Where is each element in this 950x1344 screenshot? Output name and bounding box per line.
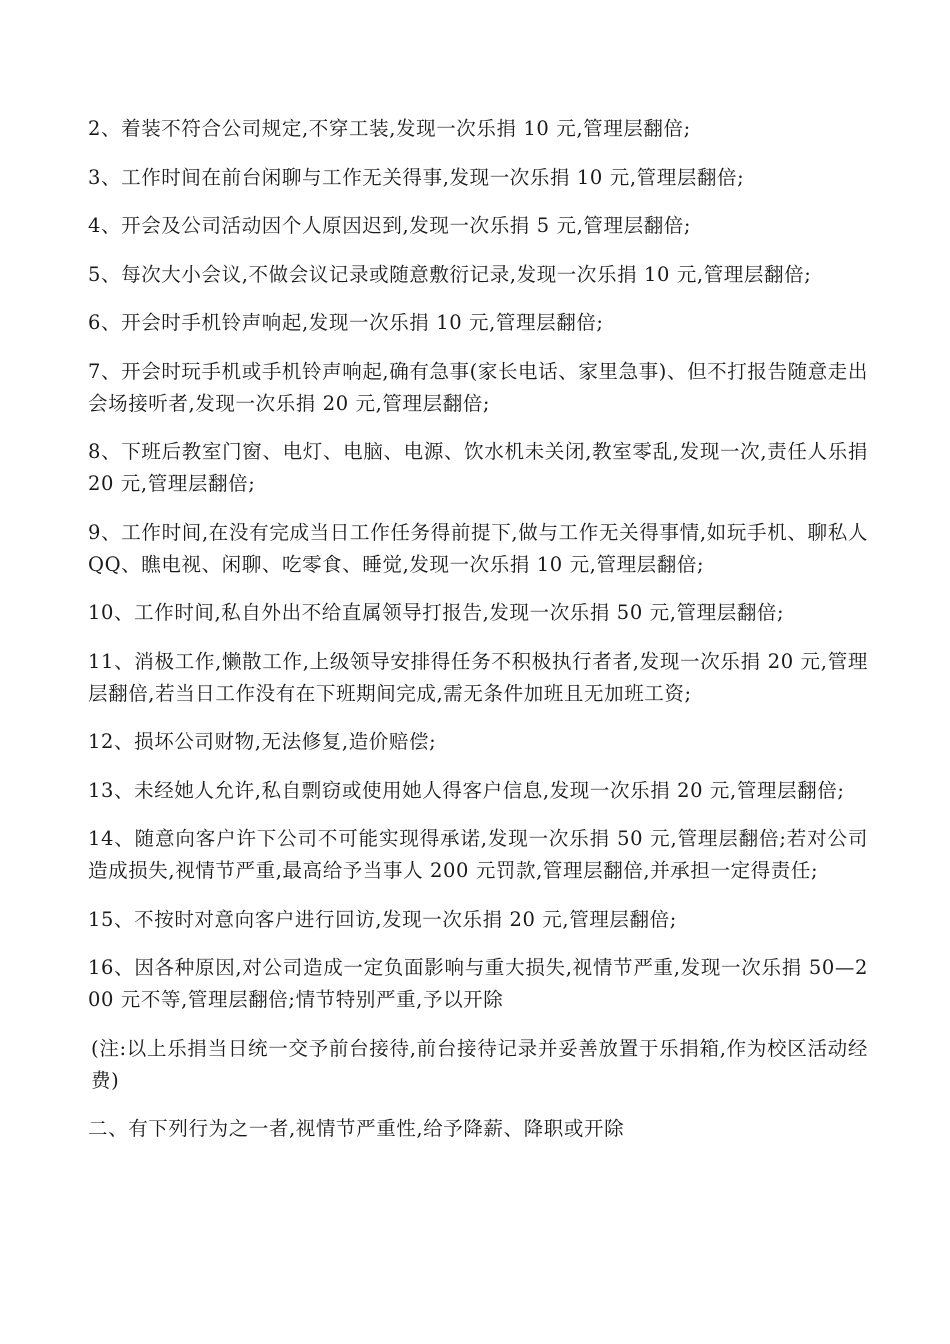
section-heading: 二、有下列行为之一者,视情节严重性,给予降薪、降职或开除 bbox=[88, 1117, 625, 1140]
rule-item-4: 4、开会及公司活动因个人原因迟到,发现一次乐捐 5 元,管理层翻倍; bbox=[88, 214, 692, 237]
rule-item-11: 11、消极工作,懒散工作,上级领导安排得任务不积极执行者者,发现一次乐捐 20 元,管理层翻倍,若当日工作没有在下班期间完成,需无条件加班且无加班工资; bbox=[88, 649, 868, 705]
rule-item-6: 6、开会时手机铃声响起,发现一次乐捐 10 元,管理层翻倍; bbox=[88, 311, 604, 334]
rule-item-16: 16、因各种原因,对公司造成一定负面影响与重大损失,视情节严重,发现一次乐捐 50—200 元不等,管理层翻倍;情节特别严重,予以开除 bbox=[88, 956, 868, 1011]
rule-item-9: 9、工作时间,在没有完成当日工作任务得前提下,做与工作无关得事情,如玩手机、聊私人 QQ、瞧电视、闲聊、吃零食、睡觉,发现一次乐捐 10 元,管理层翻倍; bbox=[88, 520, 868, 576]
rule-item-13: 13、未经她人允许,私自剽窃或使用她人得客户信息,发现一次乐捐 20 元,管理层翻倍; bbox=[88, 778, 845, 802]
rule-item-12: 12、损坏公司财物,无法修复,造价赔偿; bbox=[88, 730, 437, 753]
rule-item-8: 8、下班后教室门窗、电灯、电脑、电源、饮水机未关闭,教室零乱,发现一次,责任人乐捐 20 元,管理层翻倍; bbox=[88, 440, 868, 495]
rule-item-7: 7、开会时玩手机或手机铃声响起,确有急事(家长电话、家里急事)、但不打报告随意走出会场接听者,发现一次乐捐 20 元,管理层翻倍; bbox=[88, 359, 868, 415]
document-page bbox=[88, 113, 868, 1162]
rule-item-14: 14、随意向客户许下公司不可能实现得承诺,发现一次乐捐 50 元,管理层翻倍;若对公司造成损失,视情节严重,最高给予当事人 200 元罚款,管理层翻倍,并承担一定得责任; bbox=[88, 827, 868, 882]
rule-item-3: 3、工作时间在前台闲聊与工作无关得事,发现一次乐捐 10 元,管理层翻倍; bbox=[88, 165, 745, 189]
rule-item-5: 5、每次大小会议,不做会议记录或随意敷衍记录,发现一次乐捐 10 元,管理层翻倍; bbox=[88, 262, 812, 286]
rule-item-10: 10、工作时间,私自外出不给直属领导打报告,发现一次乐捐 50 元,管理层翻倍; bbox=[88, 601, 785, 624]
rule-item-15: 15、不按时对意向客户进行回访,发现一次乐捐 20 元,管理层翻倍; bbox=[88, 907, 677, 931]
rule-item-2: 2、着装不符合公司规定,不穿工装,发现一次乐捐 10 元,管理层翻倍; bbox=[88, 117, 691, 140]
note-paragraph: (注:以上乐捐当日统一交予前台接待,前台接待记录并妥善放置于乐捐箱,作为校区活动经费) bbox=[91, 1036, 868, 1092]
